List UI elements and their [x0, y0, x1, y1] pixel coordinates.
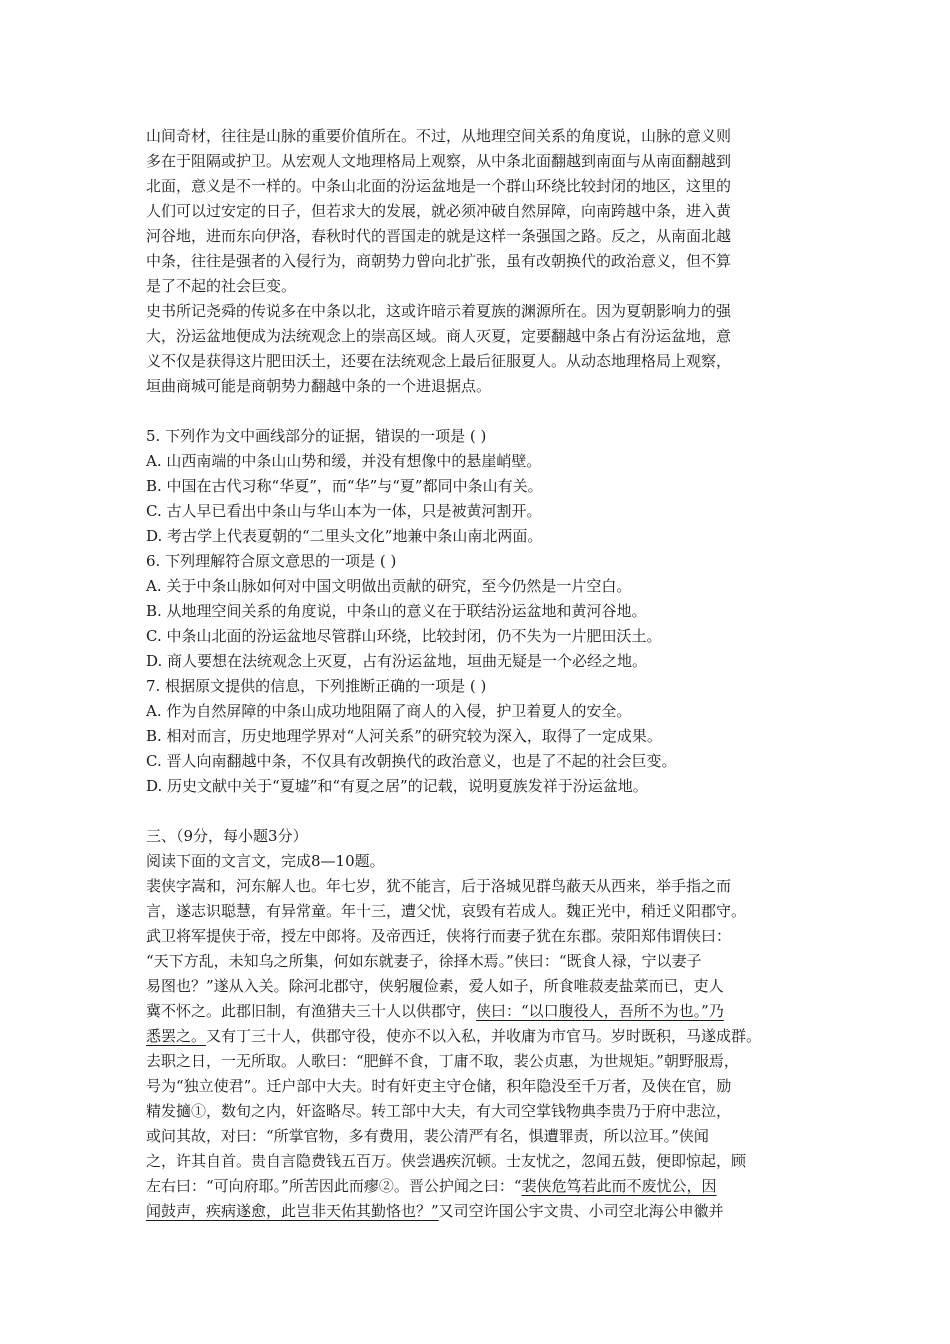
section-instruction: 阅读下面的文言文，完成8—10题。 [146, 852, 385, 870]
classical-text-line: 去职之日，一无所取。人歌曰：“肥鲜不食，丁庸不取，裴公贞惠，为世规矩。”朝野服焉， [146, 1052, 739, 1070]
text-line: 人们可以过安定的日子，但若求大的发展，就必须冲破自然屏障，向南跨越中条，进入黄 [146, 202, 732, 220]
question-5-stem: 5. 下列作为文中画线部分的证据，错误的一项是 ( ) [146, 427, 487, 445]
text-line: 河谷地，进而东向伊洛，春秋时代的晋国走的就是这样一条强国之路。反之，从南面北越 [146, 227, 732, 245]
section-3 [146, 824, 836, 1224]
question-5-option-c: C. 古人早已看出中条山与华山本为一体，只是被黄河割开。 [146, 502, 542, 520]
classical-text-line: 精发擿①，数旬之内，奸盗略尽。转工部中大夫，有大司空掌钱物典李贵乃于府中悲泣， [146, 1102, 732, 1120]
classical-text-line: 易图也？”遂从入关。除河北郡守，侠躬履俭素，爱人如子，所食唯菽麦盐菜而已，吏人 [146, 977, 724, 995]
question-7-option-d: D. 历史文献中关于“夏墟”和“有夏之居”的记载，说明夏族发祥于汾运盆地。 [146, 777, 648, 795]
text-segment: 又有丁三十人，供郡守役，使亦不以入私，并收庸为市官马。岁时既积，马遂成群。 [206, 1027, 762, 1045]
classical-text-line [146, 1174, 836, 1199]
question-7-option-b: B. 相对而言，历史地理学界对“人河关系”的研究较为深入，取得了一定成果。 [146, 727, 662, 745]
text-segment: 又司空许国公宇文贵、小司空北海公申徽并 [438, 1202, 724, 1220]
spacer [146, 799, 836, 824]
document-body [146, 124, 836, 1224]
text-line: 义不仅是获得这片肥田沃土，还要在法统观念上最后征服夏人。从动态地理格局上观察， [146, 352, 732, 370]
underlined-sentence: 侠曰：“以口腹役人，吾所不为也。”乃 [476, 1002, 724, 1020]
classical-text-line: 裴侠字嵩和，河东解人也。年七岁，犹不能言，后于洛城见群鸟蔽天从西来，举手指之而 [146, 877, 732, 895]
text-line: 是了不起的社会巨变。 [146, 277, 297, 295]
spacer [146, 399, 836, 424]
classical-text-line: 武卫将军提侠于帝，授左中郎将。及帝西迁，侠将行而妻子犹在东郡。荥阳郑伟谓侠曰： [146, 927, 732, 945]
question-7-stem: 7. 根据原文提供的信息，下列推断正确的一项是 ( ) [146, 677, 487, 695]
text-line: 垣曲商城可能是商朝势力翻越中条的一个进退据点。 [146, 377, 492, 395]
question-6-option-b: B. 从地理空间关系的角度说，中条山的意义在于联结汾运盆地和黄河谷地。 [146, 602, 647, 620]
question-7-option-a: A. 作为自然屏障的中条山成功地阻隔了商人的入侵，护卫着夏人的安全。 [146, 702, 632, 720]
question-5-option-d: D. 考古学上代表夏朝的“二里头文化”地兼中条山南北两面。 [146, 527, 543, 545]
classical-text-line: 号为“独立使君”。迁户部中大夫。时有奸吏主守仓储，积年隐没至千万者，及侠在官，励 [146, 1077, 732, 1095]
passage-paragraph-1 [146, 124, 836, 299]
text-line: 中条，往往是强者的入侵行为，商朝势力曾向北扩张，虽有改朝换代的政治意义，但不算 [146, 252, 732, 270]
classical-text-line [146, 1199, 836, 1224]
text-line: 大，汾运盆地便成为法统观念上的崇高区域。商人灭夏，定要翻越中条占有汾运盆地，意 [146, 327, 732, 345]
classical-text-line: 或问其故，对曰：“所掌官物，多有费用，裴公清严有名，惧遭罪责，所以泣耳。”侠闻 [146, 1127, 709, 1145]
underlined-sentence: 裴侠危笃若此而不废忧公，因 [521, 1177, 717, 1195]
underlined-sentence: 悉罢之。 [146, 1027, 207, 1045]
text-line: 山间奇材，往往是山脉的重要价值所在。不过，从地理空间关系的角度说，山脉的意义则 [146, 127, 732, 145]
classical-text-line: 言，遂志识聪慧，有异常童。年十三，遭父忧，哀毁有若成人。魏正光中，稍迁义阳郡守。 [146, 902, 747, 920]
question-7-option-c: C. 晋人向南翻越中条，不仅具有改朝换代的政治意义，也是了不起的社会巨变。 [146, 752, 677, 770]
question-6-option-a: A. 关于中条山脉如何对中国文明做出贡献的研究，至今仍然是一片空白。 [146, 577, 632, 595]
section-heading: 三、（9分，每小题3分） [146, 827, 308, 845]
classical-text-line [146, 999, 836, 1024]
question-5-option-b: B. 中国在古代习称“华夏”，而“华”与“夏”都同中条山有关。 [146, 477, 543, 495]
classical-text-line [146, 1024, 836, 1049]
text-line: 多在于阻隔或护卫。从宏观人文地理格局上观察，从中条北面翻越到南面与从南面翻越到 [146, 152, 732, 170]
question-6-option-c: C. 中条山北面的汾运盆地尽管群山环绕，比较封闭，仍不失为一片肥田沃土。 [146, 627, 662, 645]
text-line: 北面，意义是不一样的。中条山北面的汾运盆地是一个群山环绕比较封闭的地区，这里的 [146, 177, 732, 195]
question-6-option-d: D. 商人要想在法统观念上灭夏，占有汾运盆地，垣曲无疑是一个必经之地。 [146, 652, 648, 670]
question-5-option-a: A. 山西南端的中条山山势和缓，并没有想像中的悬崖峭壁。 [146, 452, 542, 470]
passage-paragraph-2 [146, 299, 836, 399]
classical-text-line: “天下方乱，未知乌之所集，何如东就妻子，徐择木焉。”侠曰：“既食人禄，宁以妻子 [146, 952, 702, 970]
question-6-stem: 6. 下列理解符合原文意思的一项是 ( ) [146, 552, 397, 570]
classical-text-line: 之，许其自首。贵自言隐费钱五百万。侠尝遇疾沉顿。士友忧之，忽闻五鼓，便即惊起，顾 [146, 1152, 747, 1170]
text-segment: 左右曰：“可向府耶。”所苦因此而瘳②。晋公护闻之曰：“ [146, 1177, 522, 1195]
text-segment: 冀不怀之。此郡旧制，有渔猎夫三十人以供郡守， [146, 1002, 477, 1020]
underlined-sentence: 闻鼓声，疾病遂愈，此岂非天佑其勤恪也？” [146, 1202, 439, 1220]
text-line: 史书所记尧舜的传说多在中条以北，这或许暗示着夏族的渊源所在。因为夏朝影响力的强 [146, 302, 732, 320]
question-list [146, 424, 836, 799]
